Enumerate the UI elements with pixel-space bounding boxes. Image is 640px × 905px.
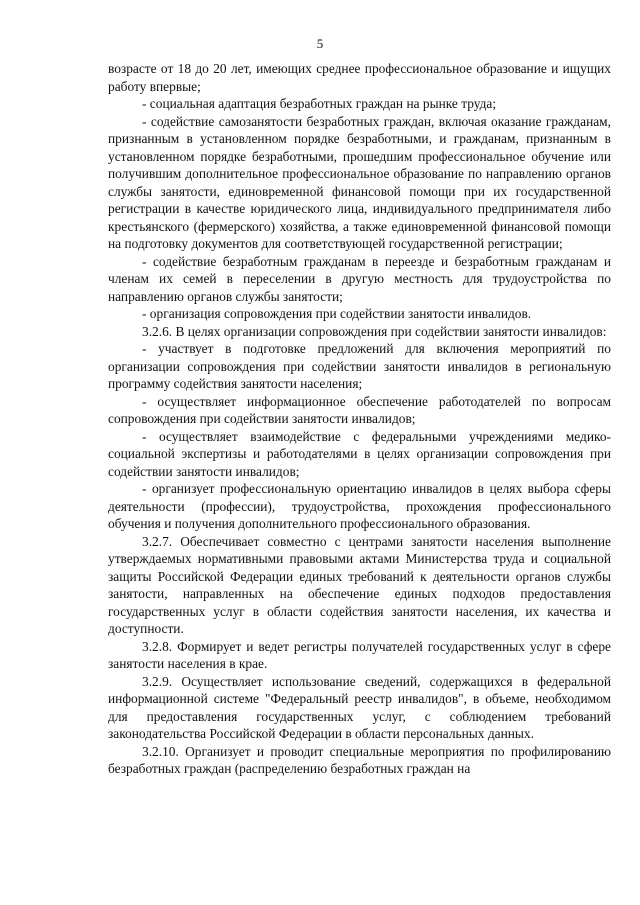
list-item-regional-program: - участвует в подготовке предложений для включения мероприятий по организации сопровождения при содействии занятости инвалидов в региональную программу содействия занятости населения; [108,341,611,391]
list-item-social-adaptation: - социальная адаптация безработных граждан на рынке труда; [142,96,497,111]
document-body [108,60,611,778]
clause-3-2-6: 3.2.6. В целях организации сопровождения при содействии занятости инвалидов: [142,323,607,339]
list-item-relocation-assistance: - содействие безработным гражданам в переезде и безработным гражданам и членам их семей в переселении в другую местность для трудоустройства по направлению органов службы занятости; [108,253,611,304]
page-number: 5 [316,36,324,51]
clause-3-2-8: 3.2.8. Формирует и ведет регистры получателей государственных услуг в сфере занятости населения в крае. [108,638,611,671]
list-item-employer-information: - осуществляет информационное обеспечение работодателей по вопросам сопровождения при содействии занятости инвалидов; [108,393,611,426]
list-item-self-employment: - содействие самозанятости безработных граждан, включая оказание гражданам, признанным в установленном порядке безработными, и граждaнам, признанным в установленном порядке безработными, прошедшим профессиональное обучение или получившим дополнительное профессиональное образование по направлению органов службы занятости, единовременной финансовой помощи при их государственной регистрации в качестве юридического лица, индивидуального предпринимателя либо крестьянского (фермерского) хозяйства, а также единовременной финансовой помощи на подготовку документов для соответствующей государственной регистрации; [108,113,611,251]
clause-3-2-7: 3.2.7. Обеспечивает совместно с центрами занятости населения выполнение утверждаемых нормативными правовыми актами Министерства труда и социальной защиты Российской Федерации единых требований к деятельности органов службы занятости, направленных на обеспечение единых подходов предоставления государственных услуг в области содействия занятости населения, их качества и доступности. [108,533,611,636]
list-item-career-orientation: - организует профессиональную ориентацию инвалидов в целях выбора сферы деятельности (профессии), трудоустройства, прохождения профессионального обучения и получения дополнительного профессионального образования. [108,481,611,531]
list-item-medical-social-expertise: - осуществляет взаимодействие с федеральными учреждениями медико-социальной экспертизы и работодателями в целях организации сопровождения при содействии занятости инвалидов; [108,428,611,479]
clause-3-2-9: 3.2.9. Осуществляет использование сведений, содержащихся в федеральной информационной системе "Федеральный реестр инвалидов", в объеме, необходимом для предоставления государственных услуг, с соблюдением требований законодательства Российской Федерации в области персональных данных. [108,673,611,741]
list-item-disability-support: - организация сопровождения при содействии занятости инвалидов. [142,306,532,321]
clause-3-2-10: 3.2.10. Организует и проводит специальные мероприятия по профилированию безработных граждан (распределению безработных граждан на [108,743,611,776]
paragraph-continuation: возрасте от 18 до 20 лет, имеющих среднее профессиональное образование и ищущих работу впервые; [108,61,611,94]
